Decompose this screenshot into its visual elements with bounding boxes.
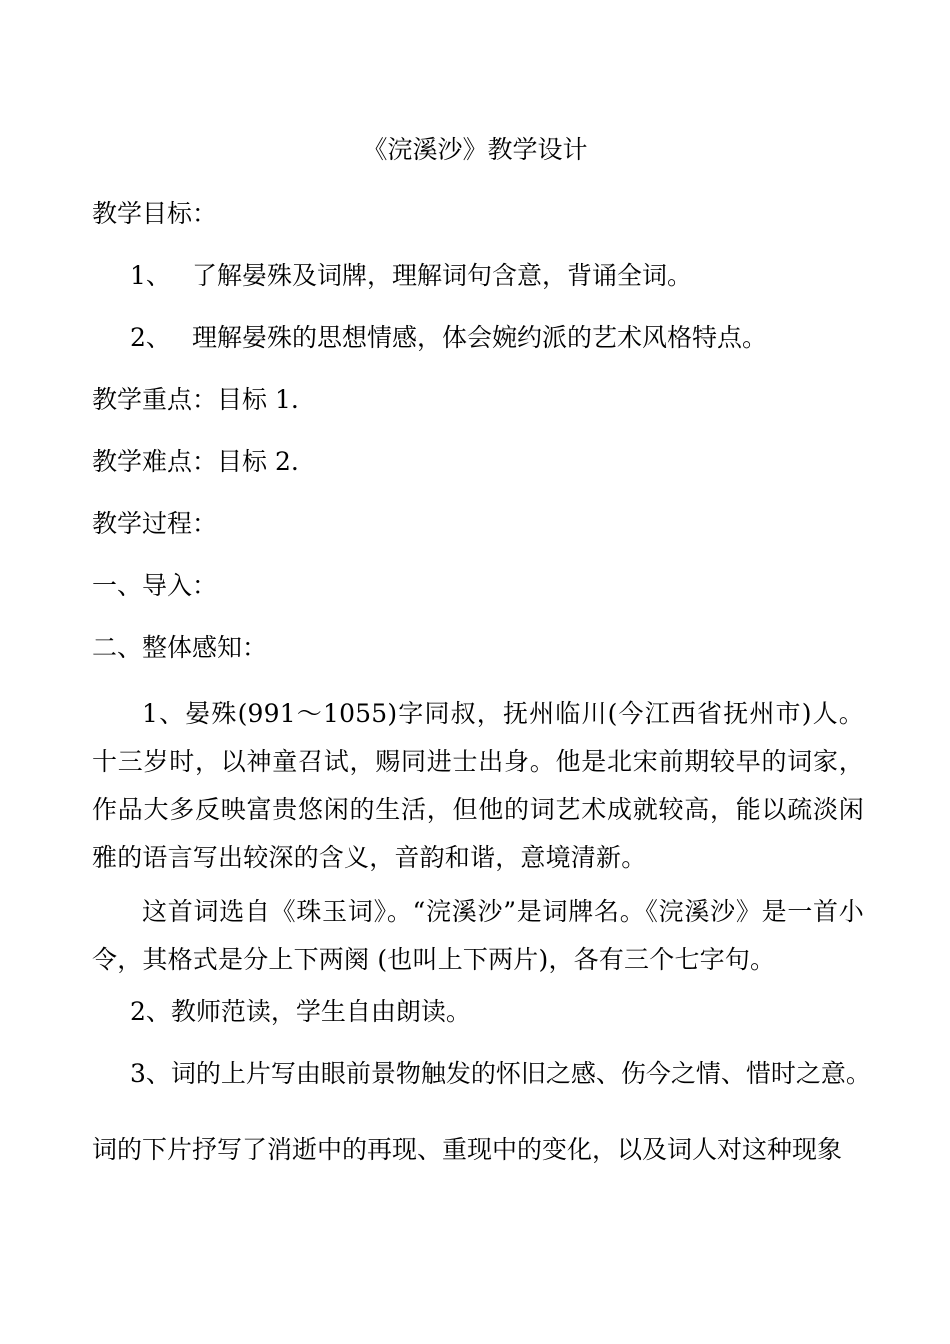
section-intro: 一、导入：	[92, 571, 218, 600]
objective-number: 1、	[130, 261, 171, 290]
author-paragraph: 1、晏殊(991～1055)字同叔，抚州临川(今江西省抚州市)人。十三岁时，以神童召试，赐同进士出身。他是北宋前期较早的词家，作品大多反映富贵悠闲的生活，但他的词艺术成就较高，能以疏淡闲雅的语言写出较深的含义，音韵和谐，意境清新。	[92, 699, 864, 872]
objective-text: 了解晏殊及词牌，理解词句含意，背诵全词。	[192, 261, 693, 290]
objective-item	[130, 260, 692, 292]
objectives-heading: 教学目标：	[92, 199, 218, 228]
poem-intro-paragraph: 这首词选自《珠玉词》。“浣溪沙”是词牌名。《浣溪沙》是一首小令，其格式是分上下两阕 (也叫上下两片)，各有三个七字句。	[92, 897, 864, 974]
step-analysis: 3、词的上片写由眼前景物触发的怀旧之感、伤今之情、惜时之意。	[130, 1059, 871, 1088]
process-heading: 教学过程：	[92, 509, 218, 538]
step-reading: 2、教师范读，学生自由朗读。	[130, 997, 471, 1026]
section-overview: 二、整体感知：	[92, 633, 268, 662]
key-point: 教学重点：目标 1.	[92, 385, 299, 414]
difficulty: 教学难点：目标 2.	[92, 447, 299, 476]
objective-text: 理解晏殊的思想情感，体会婉约派的艺术风格特点。	[192, 323, 768, 352]
document-title: 《浣溪沙》教学设计	[362, 135, 588, 164]
objective-item	[130, 322, 767, 354]
analysis-paragraph: 词的下片抒写了消逝中的再现、重现中的变化，以及词人对这种现象	[92, 1135, 843, 1164]
objective-number: 2、	[130, 323, 171, 352]
